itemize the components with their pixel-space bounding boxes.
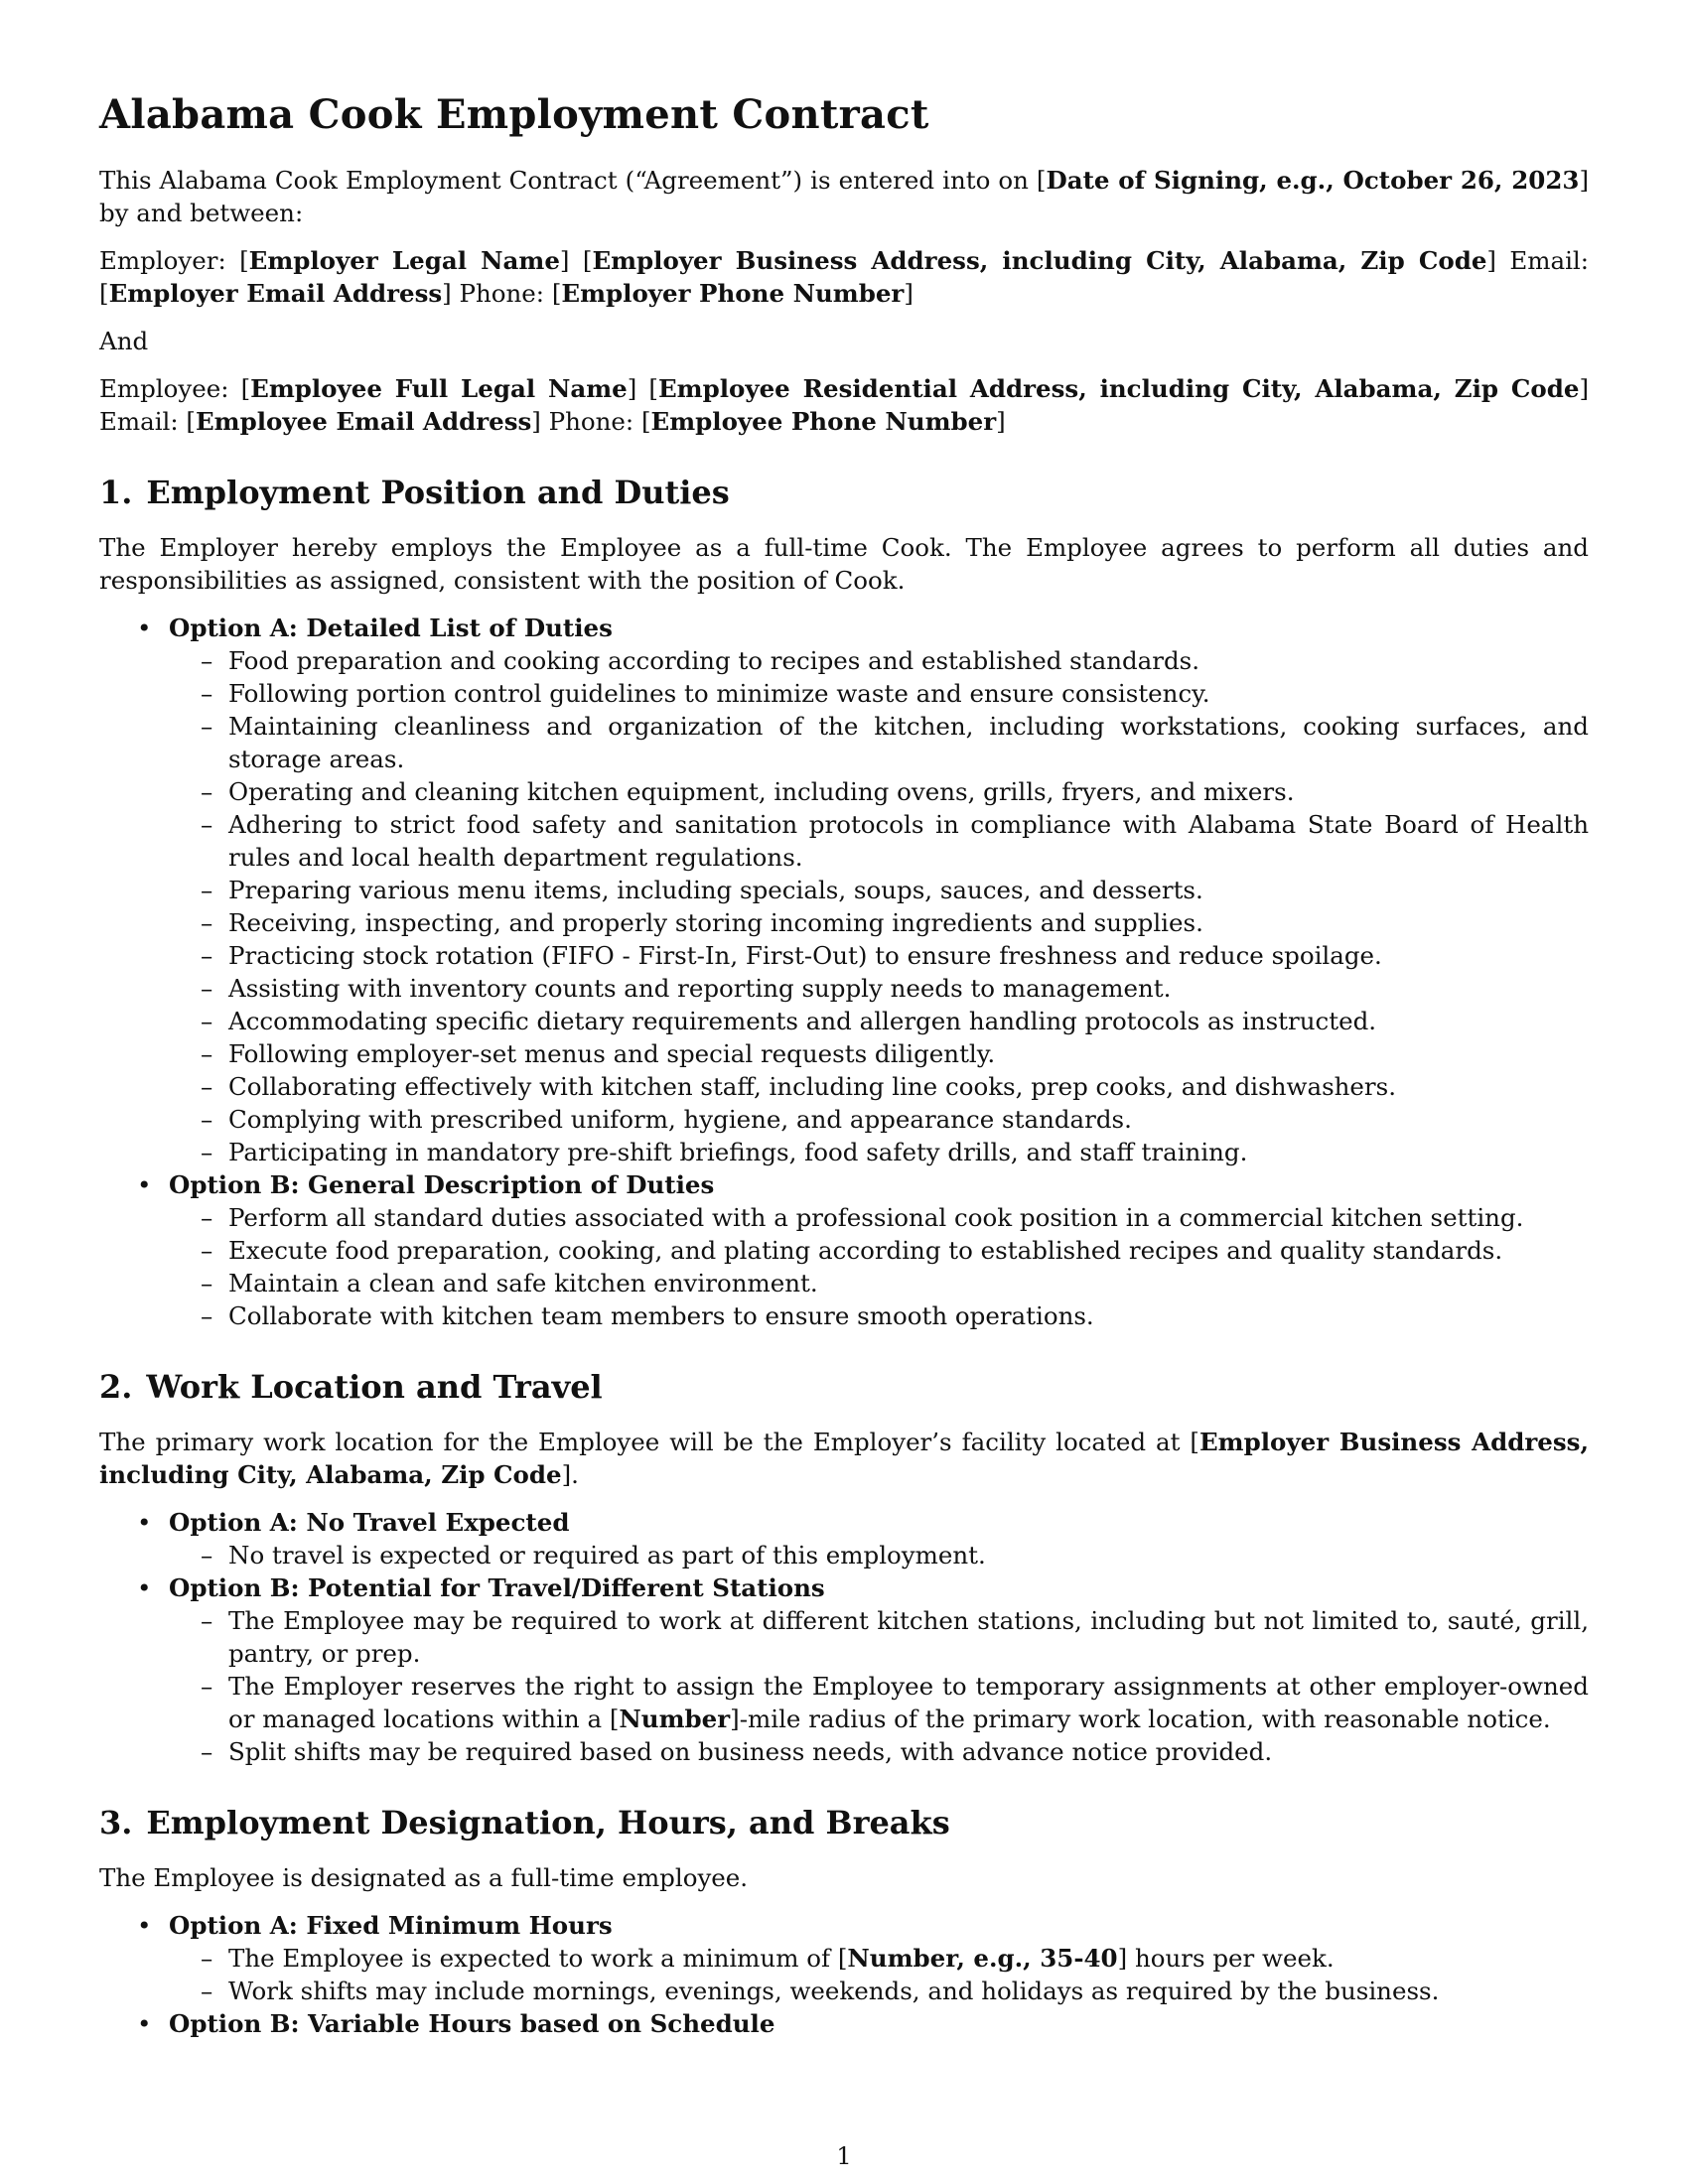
dash-icon: – [201, 876, 213, 904]
list-item: – No travel is expected or required as part of this employment. [201, 1541, 986, 1570]
bullet-icon: • [137, 2009, 152, 2038]
option-item: • Option A: Detailed List of Duties – Food preparation and cooking according to recipes and established standards. – Following portion control guidelines to minimize waste and ensure consistency. – Maintaining cleanliness and organization of the kitchen, including workstations, cooking surfaces, and storage areas. – Operating and cleaning kitchen equipment, including ovens, grills, fryers, and mixers. – Adhering to strict food safety and sanitation protocols in compliance with Alabama State Board of Health rules and local health department regulations. – Preparing various menu items, including specials, soups, sauces, and desserts. – Receiving, inspecting, and properly storing incoming ingredients and supplies. – Practicing stock rotation (FIFO - First-In, First-Out) to ensure freshness and reduce spoilage. – Assisting with inventory counts and reporting supply needs to management. – Accommodating specific dietary requirements and allergen handling protocols as instructed. – Following employer-set menus and special requests diligently. – Collaborating effectively with kitchen staff, including line cooks, prep cooks, and dishwashers. – Complying with prescribed uniform, hygiene, and appearance standards. – Participating in mandatory pre-shift briefings, food safety drills, and staff training. [137, 614, 1589, 1166]
dash-icon: – [201, 712, 213, 741]
option-item: • Option A: Fixed Minimum Hours – The Employee is expected to work a minimum of [Number, e.g., 35-40] hours per week. – Work shifts may include mornings, evenings, weekends, and holidays as required by the business. [99, 1909, 1589, 2007]
dash-icon: – [201, 646, 213, 675]
section-3-paragraph: The Employee is designated as a full-time employee. [99, 1863, 749, 1892]
employee-phone-placeholder: Employee Phone Number [650, 407, 997, 436]
duties-list-b [169, 1201, 1589, 1332]
list-item: – Assisting with inventory counts and reporting supply needs to management. [201, 974, 1172, 1003]
bullet-icon: • [137, 1170, 152, 1199]
dash-icon: – [201, 1105, 213, 1134]
employee-block: Employee: [Employee Full Legal Name] [Employee Residential Address, including City, Alabama, Zip Code] Email: [Employee Email Address] Phone: [Employee Phone Number] [99, 374, 1589, 436]
dash-icon: – [201, 941, 213, 970]
list-item: – Participating in mandatory pre-shift briefings, food safety drills, and staff training. [201, 1138, 1248, 1166]
list-item: – The Employer reserves the right to assign the Employee to temporary assignments at other employer-owned or managed locations within a [Number]-mile radius of the primary work location, with reasonable notice. [201, 1672, 1589, 1733]
document-page [99, 79, 1589, 2040]
employer-address-placeholder: Employer Business Address, including City, Alabama, Zip Code [592, 246, 1487, 275]
section-2-options [99, 1506, 1589, 1768]
list-item: – Operating and cleaning kitchen equipment, including ovens, grills, fryers, and mixers. [201, 777, 1295, 806]
option-item: • Option A: No Travel Expected – No travel is expected or required as part of this employment. [99, 1506, 1589, 1571]
intro-paragraph: This Alabama Cook Employment Contract (“Agreement”) is entered into on [Date of Signing, e.g., October 26, 2023] by and between: [99, 166, 1589, 227]
section-2-paragraph: The primary work location for the Employee will be the Employer’s facility located at [Employer Business Address, including City, Alabama, Zip Code]. [99, 1428, 1589, 1489]
dash-icon: – [201, 1606, 213, 1635]
employer-phone-placeholder: Employer Phone Number [561, 279, 905, 308]
dash-icon: – [201, 908, 213, 937]
dash-icon: – [201, 1944, 213, 1973]
section-2-heading: 2. Work Location and Travel [99, 1368, 603, 1406]
date-placeholder: Date of Signing, e.g., October 26, 2023 [1046, 166, 1580, 195]
list-item: – Maintain a clean and safe kitchen environment. [201, 1269, 818, 1297]
list-item: – Split shifts may be required based on business needs, with advance notice provided. [201, 1737, 1273, 1766]
dash-icon: – [201, 679, 213, 708]
list-item: – Following portion control guidelines to minimize waste and ensure consistency. [201, 679, 1210, 708]
section-1-heading: 1. Employment Position and Duties [99, 474, 730, 511]
list-item: – Food preparation and cooking according to recipes and established standards. [201, 646, 1200, 675]
list-item: – Work shifts may include mornings, evenings, weekends, and holidays as required by the business. [201, 1977, 1440, 2005]
list-item: – The Employee is expected to work a minimum of [Number, e.g., 35-40] hours per week. [201, 1944, 1335, 1973]
and-text: And [99, 327, 149, 355]
option-item: • Option B: Variable Hours based on Schedule [137, 2009, 775, 2038]
page-number: 1 [836, 2142, 852, 2170]
option-item: • Option B: General Description of Duties – Perform all standard duties associated with a professional cook position in a commercial kitchen setting. – Execute food preparation, cooking, and plating according to established recipes and quality standards. – Maintain a clean and safe kitchen environment. – Collaborate with kitchen team members to ensure smooth operations. [99, 1168, 1589, 1332]
employee-address-placeholder: Employee Residential Address, including City, Alabama, Zip Code [657, 374, 1580, 403]
dash-icon: – [201, 1236, 213, 1265]
list-item: – Preparing various menu items, including specials, soups, sauces, and desserts. [201, 876, 1203, 904]
section-3-options [99, 1909, 1589, 2040]
dash-icon: – [201, 1203, 213, 1232]
dash-icon: – [201, 974, 213, 1003]
option-item: • Option B: Potential for Travel/Different Stations – The Employee may be required to work at different kitchen stations, including but not limited to, sauté, grill, pantry, or prep. – The Employer reserves the right to assign the Employee to temporary assignments at other employer-owned or managed locations within a [Number]-mile radius of the primary work location, with reasonable notice. – Split shifts may be required based on business needs, with advance notice provided. [137, 1573, 1589, 1766]
dash-icon: – [201, 1007, 213, 1035]
list-item: – Execute food preparation, cooking, and plating according to established recipes and quality standards. [201, 1236, 1503, 1265]
list-item: – The Employee may be required to work at different kitchen stations, including but not limited to, sauté, grill, pantry, or prep. [201, 1606, 1589, 1668]
dash-icon: – [201, 1269, 213, 1297]
bullet-icon: • [137, 1573, 152, 1602]
section-3-heading: 3. Employment Designation, Hours, and Breaks [99, 1804, 950, 1842]
bullet-icon: • [137, 1911, 152, 1940]
dash-icon: – [201, 1541, 213, 1570]
dash-icon: – [201, 1301, 213, 1330]
dash-icon: – [201, 1072, 213, 1101]
section-1-options [99, 612, 1589, 1332]
dash-icon: – [201, 1977, 213, 2005]
list-item: – Following employer-set menus and special requests diligently. [201, 1039, 996, 1068]
employer-name-placeholder: Employer Legal Name [248, 246, 560, 275]
list-item: – Accommodating specific dietary requirements and allergen handling protocols as instructed. [201, 1007, 1377, 1035]
list-item: – Maintaining cleanliness and organization of the kitchen, including workstations, cooking surfaces, and storage areas. [201, 712, 1589, 773]
section-1-paragraph: The Employer hereby employs the Employee as a full-time Cook. The Employee agrees to perform all duties and responsibilities as assigned, consistent with the position of Cook. [99, 533, 1589, 595]
duties-list-a [169, 644, 1589, 1168]
list-item: – Perform all standard duties associated with a professional cook position in a commercial kitchen setting. [201, 1203, 1524, 1232]
list-item: – Practicing stock rotation (FIFO - First-In, First-Out) to ensure freshness and reduce spoilage. [201, 941, 1382, 970]
employee-email-placeholder: Employee Email Address [196, 407, 532, 436]
dash-icon: – [201, 777, 213, 806]
document-title: Alabama Cook Employment Contract [99, 91, 929, 138]
employer-email-placeholder: Employer Email Address [108, 279, 443, 308]
employer-block: Employer: [Employer Legal Name] [Employer Business Address, including City, Alabama, Zip Code] Email: [Employer Email Address] Phone: [Employer Phone Number] [99, 246, 1590, 308]
dash-icon: – [201, 1039, 213, 1068]
dash-icon: – [201, 1138, 213, 1166]
employee-name-placeholder: Employee Full Legal Name [250, 374, 628, 403]
bullet-icon: • [137, 1508, 152, 1537]
bullet-icon: • [137, 614, 152, 642]
list-item: – Receiving, inspecting, and properly storing incoming ingredients and supplies. [201, 908, 1203, 937]
dash-icon: – [201, 1737, 213, 1766]
dash-icon: – [201, 810, 213, 839]
list-item: – Complying with prescribed uniform, hygiene, and appearance standards. [201, 1105, 1132, 1134]
list-item: – Collaborating effectively with kitchen staff, including line cooks, prep cooks, and dishwashers. [201, 1072, 1396, 1101]
dash-icon: – [201, 1672, 213, 1701]
list-item: – Collaborate with kitchen team members to ensure smooth operations. [201, 1301, 1094, 1330]
list-item: – Adhering to strict food safety and sanitation protocols in compliance with Alabama State Board of Health rules and local health department regulations. [201, 810, 1589, 872]
